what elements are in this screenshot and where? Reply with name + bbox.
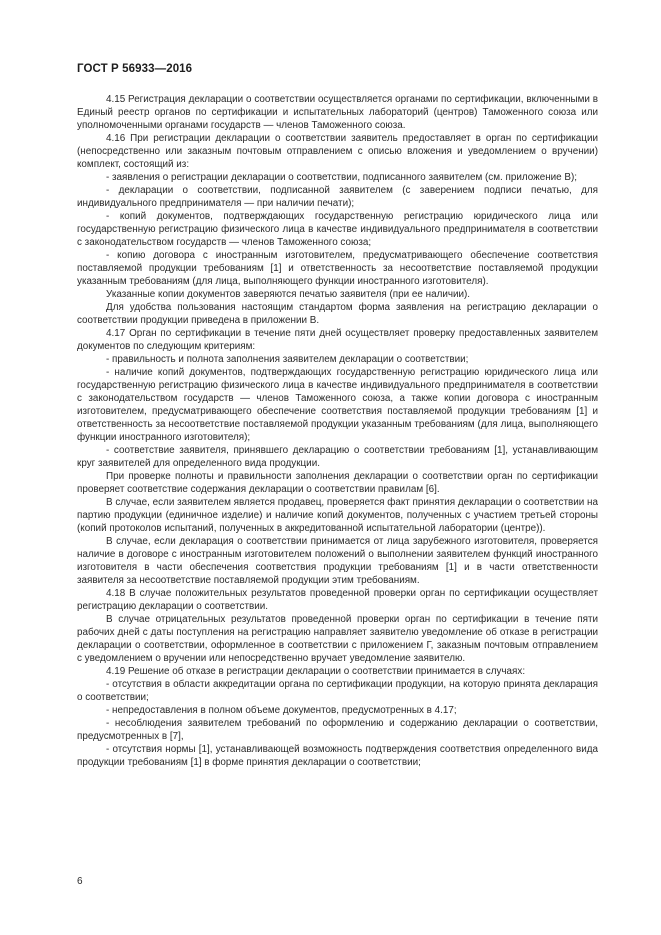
- list-item: - наличие копий документов, подтверждающих государственную регистрацию юридического лица или государственную регистрацию физического лица в качестве индивидуального предпринимателя в соответствии с законодательством государств — членов Таможенного союза, а также копии договора с иностранным изготовителем, предусматривающего обеспечение соответствия поставляемой продукции требованиям [1] и ответственность за несоответствие поставляемой продукции указанным требованиям (для лица, выполняющего функции иностранного изготовителя);: [77, 367, 598, 443]
- paragraph-4-16: 4.16 При регистрации декларации о соответствии заявитель предоставляет в орган по сертификации (непосредственно или заказным почтовым отправлением с описью вложения и уведомлением о вручении) комплект, состоящий из:: [77, 133, 598, 170]
- list-item: - декларации о соответствии, подписанной заявителем (с заверением подписи печатью, для индивидуального предпринимателя — при наличии печати);: [77, 185, 598, 209]
- document-body: [77, 93, 598, 769]
- list-item: - соответствие заявителя, принявшего декларацию о соответствии требованиям [1], устанавливающим круг заявителей для определенного вида продукции.: [77, 445, 598, 469]
- list-item: - отсутствия в области аккредитации органа по сертификации продукции, на которую принята декларация о соответствии;: [77, 679, 598, 703]
- paragraph: Для удобства пользования настоящим стандартом форма заявления на регистрацию декларации о соответствии продукции приведена в приложении В.: [77, 302, 598, 326]
- paragraph: Указанные копии документов заверяются печатью заявителя (при ее наличии).: [106, 289, 471, 300]
- standard-designation: ГОСТ Р 56933—2016: [77, 63, 193, 75]
- paragraph-4-18: 4.18 В случае положительных результатов проведенной проверки орган по сертификации осуществляет регистрацию декларации о соответствии.: [77, 588, 598, 612]
- paragraph-4-15: 4.15 Регистрация декларации о соответствии осуществляется органами по сертификации, включенными в Единый реестр органов по сертификации и испытательных лабораторий (центров) Таможенного союза или уполномоченными органами государств — членов Таможенного союза.: [77, 94, 598, 131]
- paragraph-4-19: 4.19 Решение об отказе в регистрации декларации о соответствии принимается в случаях:: [106, 666, 526, 677]
- list-item: - отсутствия нормы [1], устанавливающей возможность подтверждения соответствия определенного вида продукции требованиям [1] в форме принятия декларации о соответствии;: [77, 744, 598, 768]
- list-item: - непредоставления в полном объеме документов, предусмотренных в 4.17;: [106, 705, 457, 716]
- paragraph: В случае, если заявителем является продавец, проверяется факт принятия декларации о соответствии на партию продукции (единичное изделие) и наличие копий документов, полученных с участием третьей стороны (копий протоколов испытаний, полученных в аккредитованной испытательной лаборатории (центре)).: [77, 497, 598, 534]
- page-number: 6: [77, 876, 83, 887]
- paragraph: В случае отрицательных результатов проведенной проверки орган по сертификации в течение пяти рабочих дней с даты поступления на регистрацию направляет заявителю уведомление об отказе в регистрации декларации о соответствии, оформленное в соответствии с приложением Г, заказным почтовым отправлением с уведомлением о вручении или непосредственно вручает уведомление заявителю.: [77, 614, 598, 664]
- paragraph: При проверке полноты и правильности заполнения декларации о соответствии орган по сертификации проверяет соответствие содержания декларации о соответствии правилам [6].: [77, 471, 598, 495]
- list-item: - правильность и полнота заполнения заявителем декларации о соответствии;: [106, 354, 469, 365]
- list-item: - копий документов, подтверждающих государственную регистрацию юридического лица или государственную регистрацию физического лица в качестве индивидуального предпринимателя в соответствии с законодательством государств — членов Таможенного союза;: [77, 211, 598, 248]
- paragraph: В случае, если декларация о соответствии принимается от лица зарубежного изготовителя, проверяется наличие в договоре с иностранным изготовителем положений о выполнении заявителем функций иностранного изготовителя в части обеспечения соответствия продукции требованиям [1] и в части ответственности заявителя за несоответствие поставляемой продукции этим требованиям.: [77, 536, 598, 586]
- paragraph-4-17: 4.17 Орган по сертификации в течение пяти дней осуществляет проверку предоставленных заявителем документов по следующим критериям:: [77, 328, 598, 352]
- list-item: - копию договора с иностранным изготовителем, предусматривающего обеспечение соответствия поставляемой продукции требованиям [1] и ответственность за несоответствие поставляемой продукции указанным требованиям (для лица, выполняющего функции иностранного изготовителя).: [77, 250, 598, 287]
- list-item: - заявления о регистрации декларации о соответствии, подписанного заявителем (см. приложение В);: [106, 172, 578, 183]
- list-item: - несоблюдения заявителем требований по оформлению и содержанию декларации о соответствии, предусмотренных в [7],: [77, 718, 598, 742]
